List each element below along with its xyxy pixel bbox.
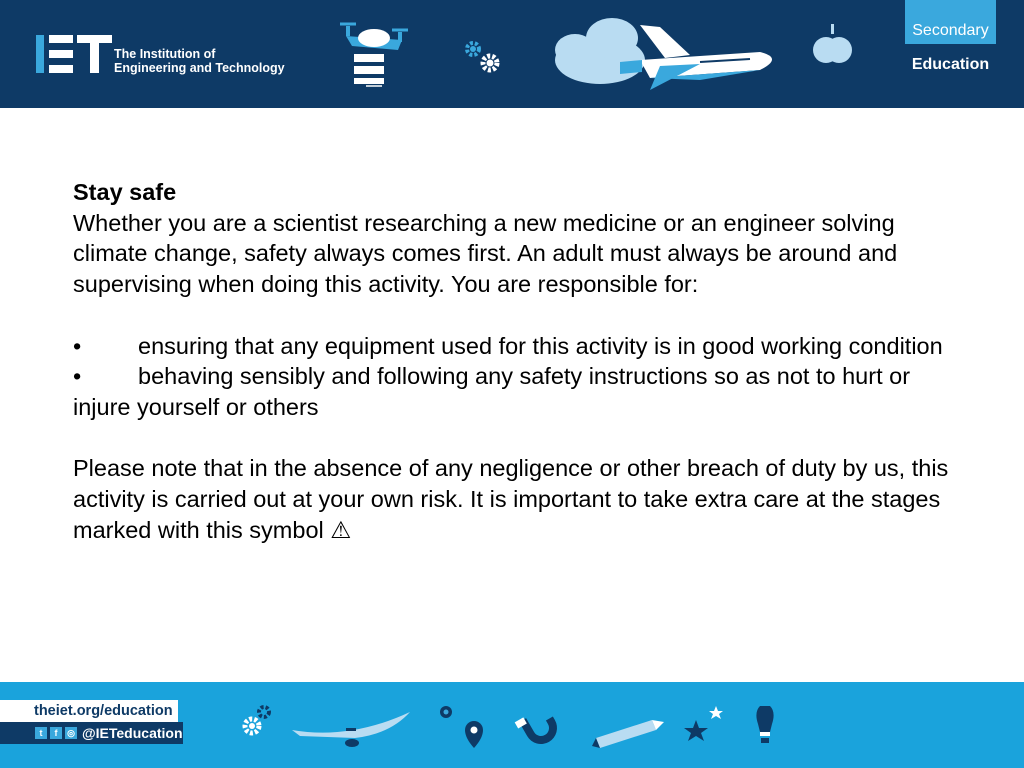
bullet-icon: • — [73, 363, 82, 390]
safety-notice — [73, 177, 953, 545]
plane-icon — [292, 712, 410, 747]
social-bar — [0, 722, 183, 744]
instagram-icon[interactable]: ◎ — [65, 727, 77, 739]
magnet-icon — [515, 706, 563, 750]
intro-paragraph: Whether you are a scientist researching a new medicine or an engineer solving climate change, safety always comes first. An adult must always be around and supervising when doing this activity. You are responsible for: — [73, 209, 898, 298]
bullet-item — [73, 331, 953, 362]
page-title: Stay safe — [73, 179, 177, 205]
cloud-icon — [555, 18, 645, 84]
bullet-icon: • — [73, 332, 82, 359]
lightbulb-icon — [756, 706, 773, 743]
drone-icon — [340, 24, 408, 86]
gears-icon — [467, 43, 497, 70]
secondary-badge: Secondary — [905, 0, 996, 44]
facebook-icon[interactable]: f — [50, 727, 62, 739]
apple-icon — [813, 24, 852, 63]
bullet-text: behaving sensibly and following any safety instructions so as not to hurt or injure yourself or others — [73, 363, 911, 420]
education-label: Education — [911, 56, 990, 73]
gears-icon — [245, 707, 269, 733]
footer-banner — [0, 682, 1024, 768]
risk-note-paragraph: Please note that in the absence of any negligence or other breach of duty by us, this activity is carried out at your own risk. It is important to take extra care at the stages marked with this symbol ⚠ — [73, 455, 949, 543]
website-link[interactable]: theiet.org/education — [0, 700, 178, 722]
pencil-icon — [592, 720, 664, 748]
bullet-text: ensuring that any equipment used for this activity is in good working condition — [138, 332, 943, 359]
twitter-icon[interactable]: t — [35, 727, 47, 739]
institution-name-line2: Engineering and Technology — [114, 61, 285, 75]
star-icon — [684, 706, 723, 741]
social-handle[interactable]: @IETeducation — [82, 725, 183, 741]
spacer — [73, 423, 953, 454]
bullet-item — [73, 361, 953, 422]
header-banner — [0, 0, 1024, 108]
spacer — [73, 300, 953, 331]
header-illustrations — [0, 0, 1024, 108]
institution-name-line1: The Institution of — [114, 47, 216, 61]
location-pin-icon — [440, 706, 483, 748]
